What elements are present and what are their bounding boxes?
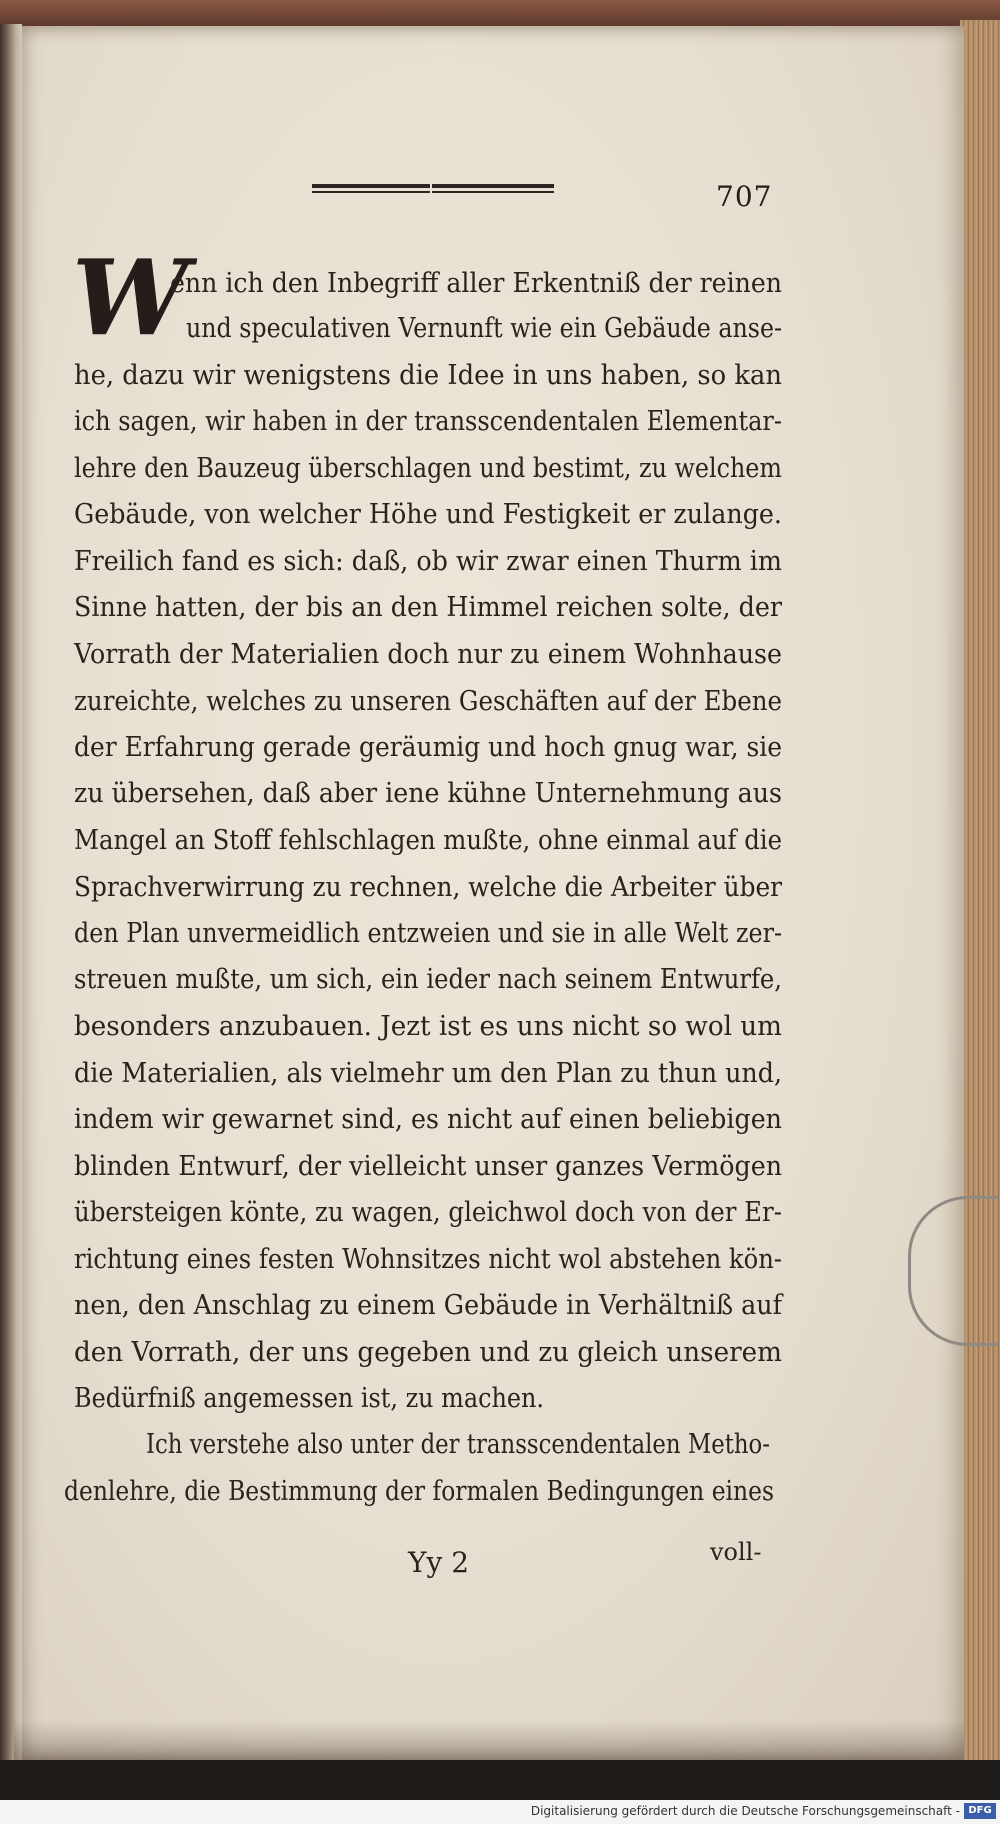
- text-line: lehre den Bauzeug überschlagen und bestimt, zu welchem: [74, 453, 782, 484]
- text-line: besonders anzubauen. Jezt ist es uns nicht so wol um: [74, 1011, 782, 1042]
- text-line: ich sagen, wir haben in der transscendentalen Elementar-: [74, 406, 782, 437]
- book-clasp: [908, 1196, 998, 1346]
- text-line: den Vorrath, der uns gegeben und zu gleich unserem: [74, 1337, 782, 1368]
- signature-mark: Yy 2: [408, 1546, 470, 1579]
- text-line: zureichte, welches zu unseren Geschäften auf der Ebene: [74, 686, 782, 717]
- text-line: Gebäude, von welcher Höhe und Festigkeit er zulange.: [74, 499, 782, 530]
- text-line: die Materialien, als vielmehr um den Plan zu thun und,: [74, 1058, 782, 1089]
- book-binding: [0, 24, 22, 1764]
- text-line: Sprachverwirrung zu rechnen, welche die Arbeiter über: [74, 872, 782, 903]
- text-line: der Erfahrung gerade geräumig und hoch gnug war, sie: [74, 732, 782, 763]
- dfg-logo-icon: DFG: [964, 1803, 996, 1819]
- page-number: 707: [716, 180, 773, 213]
- text-line: Mangel an Stoff fehlschlagen mußte, ohne einmal auf die: [74, 825, 782, 856]
- text-line: und speculativen Vernunft wie ein Gebäude anse-: [186, 313, 782, 344]
- header-ornament-right: [432, 182, 554, 196]
- text-line: blinden Entwurf, der vielleicht unser ganzes Vermögen: [74, 1151, 782, 1182]
- book-top-edge: [0, 0, 1000, 26]
- text-line: Vorrath der Materialien doch nur zu einem Wohnhause: [74, 639, 782, 670]
- text-line: streuen mußte, um sich, ein ieder nach seinem Entwurfe,: [74, 964, 782, 995]
- scan-bottom-band: [0, 1760, 1000, 1800]
- footer-credit: Digitalisierung gefördert durch die Deutsche Forschungsgemeinschaft -: [530, 1804, 960, 1818]
- text-line: Freilich fand es sich: daß, ob wir zwar einen Thurm im: [74, 546, 782, 577]
- text-line: Sinne hatten, der bis an den Himmel reichen solte, der: [74, 592, 782, 623]
- page-shadow: [14, 1720, 964, 1760]
- drop-cap-initial: W: [72, 236, 189, 359]
- text-line: he, dazu wir wenigstens die Idee in uns haben, so kan: [74, 360, 782, 391]
- text-line: Bedürfniß angemessen ist, zu machen.: [74, 1383, 544, 1414]
- catchword: voll-: [710, 1538, 762, 1566]
- text-line: übersteigen könte, zu wagen, gleichwol doch von der Er-: [74, 1197, 782, 1228]
- text-line: denlehre, die Bestimmung der formalen Bedingungen eines: [64, 1476, 774, 1507]
- book-page-edges: [960, 20, 1000, 1760]
- text-line: enn ich den Inbegriff aller Erkentniß der reinen: [170, 268, 782, 299]
- text-line: richtung eines festen Wohnsitzes nicht wol abstehen kön-: [74, 1244, 782, 1275]
- text-line: den Plan unvermeidlich entzweien und sie in alle Welt zer-: [74, 918, 782, 949]
- text-line: Ich verstehe also unter der transscendentalen Metho-: [146, 1429, 770, 1460]
- text-line: zu übersehen, daß aber iene kühne Unternehmung aus: [74, 778, 782, 809]
- text-line: indem wir gewarnet sind, es nicht auf einen beliebigen: [74, 1104, 782, 1135]
- header-ornament-left: [312, 182, 430, 196]
- text-line: nen, den Anschlag zu einem Gebäude in Verhältniß auf: [74, 1290, 782, 1321]
